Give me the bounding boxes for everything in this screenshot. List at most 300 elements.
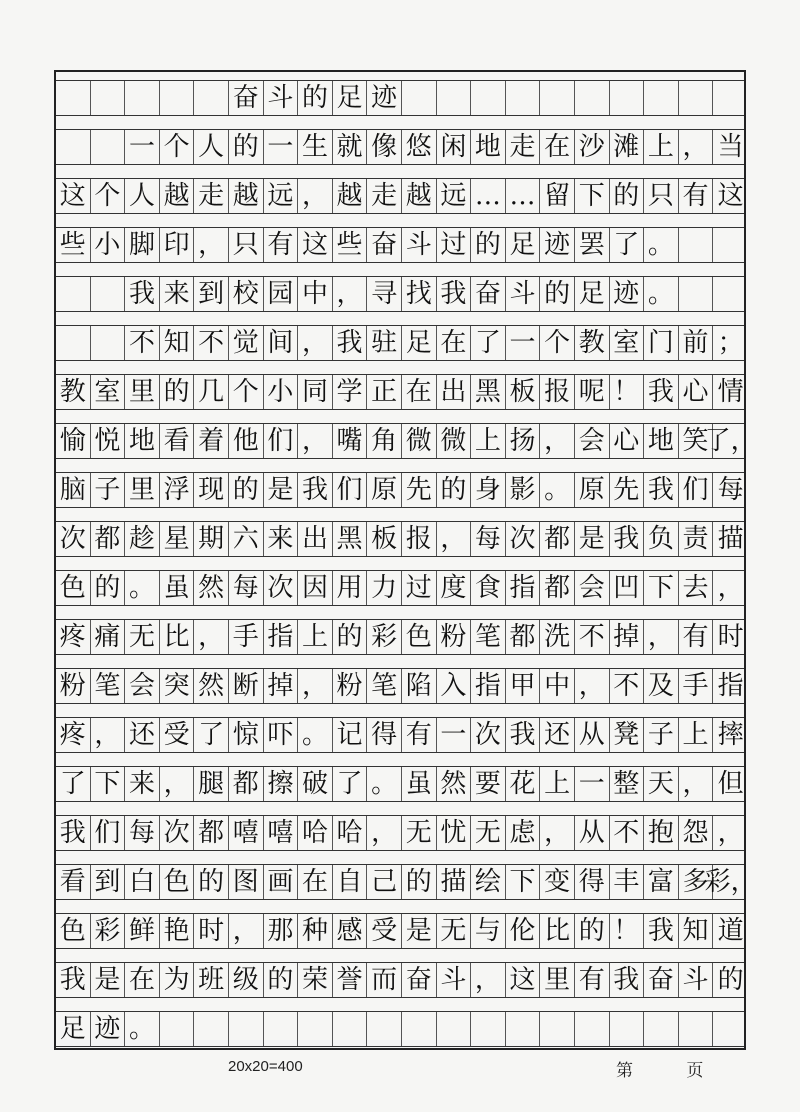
essay-line-row <box>56 374 744 410</box>
grid-cell: 不 <box>125 326 160 360</box>
grid-cell: 而 <box>367 963 402 997</box>
grid-cell: 出 <box>437 375 472 409</box>
grid-cell: 从 <box>575 718 610 752</box>
grid-cell: 时 <box>717 622 744 652</box>
grid-cell: 会 <box>575 571 610 605</box>
grid-cell: 鲜 <box>125 914 160 948</box>
grid-count-label: 20x20=400 <box>228 1058 303 1075</box>
grid-cell: 驻 <box>367 326 402 360</box>
grid-cell: 黑 <box>333 522 368 556</box>
grid-cell: 上 <box>644 130 679 164</box>
grid-cell: 誉 <box>333 963 368 997</box>
grid-cell: 比 <box>540 914 575 948</box>
grid-cell <box>229 1012 264 1046</box>
grid-cell <box>56 81 91 115</box>
grid-cell: 斗 <box>506 277 541 311</box>
grid-cell: 上 <box>679 718 714 752</box>
grid-cell: 奋 <box>644 963 679 997</box>
grid-cell: 腿 <box>194 767 229 801</box>
grid-cell: 到 <box>91 865 126 899</box>
grid-cell: 报 <box>402 522 437 556</box>
grid-cell: 们 <box>91 816 126 850</box>
grid-cell: 的 <box>333 620 368 654</box>
grid-cell <box>194 1012 229 1046</box>
grid-cell: 里 <box>540 963 575 997</box>
grid-cell: ， <box>679 130 714 164</box>
grid-cell: 只 <box>644 179 679 213</box>
grid-cell: 子 <box>91 473 126 507</box>
grid-cell: 的 <box>229 473 264 507</box>
grid-cell: 黑 <box>471 375 506 409</box>
grid-cell: 迹 <box>610 277 645 311</box>
grid-cell: 门 <box>644 326 679 360</box>
grid-cell: 摔 <box>717 720 744 750</box>
grid-cell: 悦 <box>91 424 126 458</box>
grid-cell: 笔 <box>471 620 506 654</box>
grid-cell: 下 <box>644 571 679 605</box>
essay-line-row <box>56 913 744 949</box>
grid-cell: 期 <box>194 522 229 556</box>
essay-line-row <box>56 864 757 900</box>
grid-cell: 都 <box>540 522 575 556</box>
essay-line-row <box>56 325 744 361</box>
grid-cell: 迹 <box>540 228 575 262</box>
grid-cell: 会 <box>575 424 610 458</box>
grid-cell: 都 <box>229 767 264 801</box>
grid-cell <box>506 81 541 115</box>
grid-cell: 受 <box>160 718 195 752</box>
grid-cell: 园 <box>264 277 299 311</box>
essay-line-row <box>56 815 744 851</box>
grid-cell: 入 <box>437 669 472 703</box>
grid-cell: 每 <box>125 816 160 850</box>
grid-cell: 不 <box>194 326 229 360</box>
essay-line-row <box>56 619 744 655</box>
grid-cell: 凳 <box>610 718 645 752</box>
grid-cell: 知 <box>679 914 714 948</box>
grid-cell: 原 <box>367 473 402 507</box>
grid-cell: 的 <box>471 228 506 262</box>
grid-cell: 下 <box>575 179 610 213</box>
grid-cell: 个 <box>91 179 126 213</box>
grid-cell: 无 <box>471 816 506 850</box>
grid-cell: 远 <box>437 179 472 213</box>
grid-cell: 星 <box>160 522 195 556</box>
grid-cell: 白 <box>125 865 160 899</box>
essay-line-row <box>56 472 744 508</box>
grid-cell: 了， <box>704 426 757 456</box>
grid-cell: ， <box>437 522 472 556</box>
grid-cell: 虽 <box>160 571 195 605</box>
grid-cell: 学 <box>333 375 368 409</box>
grid-cell: 色 <box>56 571 91 605</box>
grid-cell: 角 <box>367 424 402 458</box>
grid-cell: 迹 <box>367 81 402 115</box>
grid-cell: 室 <box>91 375 126 409</box>
grid-cell <box>471 81 506 115</box>
grid-cell: 这 <box>506 963 541 997</box>
grid-cell <box>644 1012 679 1046</box>
grid-cell: 先 <box>402 473 437 507</box>
grid-cell: 不 <box>610 816 645 850</box>
grid-cell: 走 <box>367 179 402 213</box>
grid-cell: 负 <box>644 522 679 556</box>
grid-cell: ， <box>644 620 679 654</box>
grid-cell: 擦 <box>264 767 299 801</box>
grid-cell: 有 <box>679 620 714 654</box>
grid-cell: 是 <box>264 473 299 507</box>
grid-cell: 道 <box>717 916 744 946</box>
grid-cell: 来 <box>160 277 195 311</box>
grid-cell: 足 <box>402 326 437 360</box>
grid-cell: 先 <box>610 473 645 507</box>
grid-cell <box>56 130 91 164</box>
grid-cell: 感 <box>333 914 368 948</box>
grid-cell: 笔 <box>367 669 402 703</box>
grid-cell: 然 <box>194 571 229 605</box>
grid-cell: 个 <box>160 130 195 164</box>
grid-cell: 因 <box>298 571 333 605</box>
grid-cell: 级 <box>229 963 264 997</box>
grid-cell: 我 <box>56 816 91 850</box>
grid-cell: 都 <box>506 620 541 654</box>
grid-cell: 看 <box>56 865 91 899</box>
grid-cell: 的 <box>298 81 333 115</box>
grid-cell: 粉 <box>437 620 472 654</box>
grid-cell: 无 <box>402 816 437 850</box>
grid-cell: ！ <box>610 375 645 409</box>
grid-cell: 受 <box>367 914 402 948</box>
grid-cell: 有 <box>679 179 714 213</box>
grid-cell <box>506 1012 541 1046</box>
grid-cell: 力 <box>367 571 402 605</box>
grid-cell: 身 <box>471 473 506 507</box>
essay-line-row <box>56 717 744 753</box>
grid-cell: 前 <box>679 326 714 360</box>
grid-cell: 足 <box>56 1012 91 1046</box>
grid-cell: 甲 <box>506 669 541 703</box>
grid-cell: ， <box>679 767 714 801</box>
grid-cell <box>367 1012 402 1046</box>
grid-cell: ； <box>717 328 744 358</box>
grid-cell: 的 <box>610 179 645 213</box>
grid-cell: 在 <box>402 375 437 409</box>
grid-cell: 虑 <box>506 816 541 850</box>
grid-cell: 斗 <box>679 963 714 997</box>
grid-cell: 一 <box>264 130 299 164</box>
grid-cell: 怨 <box>679 816 714 850</box>
grid-cell <box>471 1012 506 1046</box>
grid-cell: 与 <box>471 914 506 948</box>
grid-cell: 还 <box>540 718 575 752</box>
grid-cell: ， <box>298 179 333 213</box>
grid-cell: 些 <box>333 228 368 262</box>
grid-cell: 过 <box>437 228 472 262</box>
grid-cell: 花 <box>506 767 541 801</box>
grid-cell: 的 <box>402 865 437 899</box>
grid-cell: 教 <box>56 375 91 409</box>
grid-cell <box>679 228 714 262</box>
grid-cell: 微 <box>402 424 437 458</box>
grid-cell: ， <box>575 669 610 703</box>
grid-cell: 要 <box>471 767 506 801</box>
grid-cell: 了 <box>333 767 368 801</box>
grid-cell: 手 <box>229 620 264 654</box>
grid-cell: 洗 <box>540 620 575 654</box>
grid-cell: 描 <box>717 524 744 554</box>
grid-cell: 。 <box>125 1012 160 1046</box>
grid-cell: 在 <box>298 865 333 899</box>
grid-cell: 天 <box>644 767 679 801</box>
grid-cell: 的 <box>91 571 126 605</box>
grid-cell: 中 <box>540 669 575 703</box>
grid-cell: ， <box>471 963 506 997</box>
grid-cell: 我 <box>56 963 91 997</box>
grid-cell: 这 <box>56 179 91 213</box>
grid-cell: 人 <box>125 179 160 213</box>
grid-cell: 些 <box>56 228 91 262</box>
grid-cell <box>644 81 679 115</box>
grid-cell: 然 <box>194 669 229 703</box>
grid-cell: 的 <box>575 914 610 948</box>
grid-cell: 呢 <box>575 375 610 409</box>
grid-cell: 地 <box>471 130 506 164</box>
grid-cell: 但 <box>717 769 744 799</box>
grid-cell: 足 <box>506 228 541 262</box>
grid-cell: 色 <box>160 865 195 899</box>
grid-cell: 粉 <box>333 669 368 703</box>
grid-cell <box>91 130 126 164</box>
grid-cell: 得 <box>575 865 610 899</box>
grid-cell: 。 <box>644 277 679 311</box>
grid-cell: 每 <box>717 475 744 505</box>
grid-cell: 斗 <box>437 963 472 997</box>
grid-cell: 伦 <box>506 914 541 948</box>
grid-cell: 我 <box>437 277 472 311</box>
grid-cell: 为 <box>160 963 195 997</box>
page-number-label: 第 页 <box>616 1061 704 1081</box>
grid-cell: 一 <box>506 326 541 360</box>
grid-cell: 地 <box>644 424 679 458</box>
grid-cell: 上 <box>471 424 506 458</box>
grid-cell: 子 <box>644 718 679 752</box>
grid-cell: 下 <box>91 767 126 801</box>
grid-cell: 印 <box>160 228 195 262</box>
grid-cell: 来 <box>125 767 160 801</box>
grid-cell: 次 <box>471 718 506 752</box>
grid-cell: 是 <box>575 522 610 556</box>
grid-cell: 然 <box>437 767 472 801</box>
grid-cell: 愉 <box>56 424 91 458</box>
grid-cell: 人 <box>194 130 229 164</box>
essay-line-row <box>56 521 744 557</box>
grid-cell: 下 <box>506 865 541 899</box>
grid-cell: 知 <box>160 326 195 360</box>
grid-cell: 情 <box>717 377 744 407</box>
grid-cell: 脚 <box>125 228 160 262</box>
grid-cell: 从 <box>575 816 610 850</box>
grid-cell: 脑 <box>56 473 91 507</box>
grid-cell <box>575 1012 610 1046</box>
grid-cell: 罢 <box>575 228 610 262</box>
grid-cell: 上 <box>298 620 333 654</box>
grid-cell: 间 <box>264 326 299 360</box>
grid-cell: 时 <box>194 914 229 948</box>
grid-cell: 那 <box>264 914 299 948</box>
grid-cell: 来 <box>264 522 299 556</box>
grid-cell: 无 <box>437 914 472 948</box>
grid-cell <box>575 81 610 115</box>
grid-cell: ， <box>717 573 744 603</box>
manuscript-grid <box>54 70 757 1050</box>
grid-cell: 同 <box>298 375 333 409</box>
grid-cell: 多 <box>679 865 714 899</box>
grid-cell: 找 <box>402 277 437 311</box>
grid-cell: 班 <box>194 963 229 997</box>
grid-cell: 记 <box>333 718 368 752</box>
grid-cell: 我 <box>506 718 541 752</box>
grid-cell <box>610 1012 645 1046</box>
grid-cell <box>540 1012 575 1046</box>
grid-cell: 闲 <box>437 130 472 164</box>
grid-cell <box>402 81 437 115</box>
grid-cell: 我 <box>125 277 160 311</box>
grid-cell: ， <box>333 277 368 311</box>
grid-cell: 着 <box>194 424 229 458</box>
grid-cell: 及 <box>644 669 679 703</box>
grid-cell: 的 <box>437 473 472 507</box>
grid-cell: 断 <box>229 669 264 703</box>
grid-cell: 绘 <box>471 865 506 899</box>
grid-cell: 个 <box>229 375 264 409</box>
grid-cell: 一 <box>125 130 160 164</box>
grid-cell: 浮 <box>160 473 195 507</box>
grid-cell <box>437 81 472 115</box>
grid-cell: 足 <box>575 277 610 311</box>
grid-cell: ， <box>298 669 333 703</box>
grid-cell: 滩 <box>610 130 645 164</box>
grid-cell: 指 <box>717 671 744 701</box>
grid-cell: 彩， <box>704 867 757 897</box>
grid-cell: 远 <box>264 179 299 213</box>
grid-cell: 嘻 <box>229 816 264 850</box>
grid-cell: 们 <box>264 424 299 458</box>
grid-cell: 心 <box>679 375 714 409</box>
grid-cell: 彩 <box>91 914 126 948</box>
grid-cell: 教 <box>575 326 610 360</box>
grid-cell: 地 <box>125 424 160 458</box>
essay-line-row <box>56 178 744 214</box>
grid-cell: 了 <box>610 228 645 262</box>
grid-cell: 无 <box>125 620 160 654</box>
grid-cell: 沙 <box>575 130 610 164</box>
grid-cell: 了 <box>56 767 91 801</box>
grid-cell: 哈 <box>298 816 333 850</box>
grid-cell: 惊 <box>229 718 264 752</box>
grid-cell: 次 <box>56 522 91 556</box>
grid-cell: 不 <box>610 669 645 703</box>
grid-cell: 种 <box>298 914 333 948</box>
grid-cell <box>56 277 91 311</box>
grid-cell: 走 <box>506 130 541 164</box>
grid-cell: 还 <box>125 718 160 752</box>
grid-cell: 的 <box>194 865 229 899</box>
grid-cell: 足 <box>333 81 368 115</box>
grid-cell: 去 <box>679 571 714 605</box>
grid-cell: 就 <box>333 130 368 164</box>
grid-cell: 奋 <box>402 963 437 997</box>
essay-title-row <box>56 80 744 116</box>
grid-cell: 在 <box>437 326 472 360</box>
grid-cell: 的 <box>540 277 575 311</box>
grid-cell: 描 <box>437 865 472 899</box>
grid-cell: 彩 <box>367 620 402 654</box>
grid-cell: 嘻 <box>264 816 299 850</box>
grid-cell: … <box>471 179 506 213</box>
grid-cell: 的 <box>160 375 195 409</box>
grid-cell: 小 <box>91 228 126 262</box>
grid-cell: 不 <box>575 620 610 654</box>
grid-cell: 色 <box>56 914 91 948</box>
grid-cell <box>298 1012 333 1046</box>
grid-cell: ， <box>160 767 195 801</box>
grid-cell <box>91 277 126 311</box>
grid-cell <box>125 81 160 115</box>
grid-cell <box>56 326 91 360</box>
grid-cell <box>437 1012 472 1046</box>
grid-cell: 觉 <box>229 326 264 360</box>
grid-cell: 比 <box>160 620 195 654</box>
grid-cell: 都 <box>91 522 126 556</box>
grid-cell: 们 <box>333 473 368 507</box>
essay-line-row <box>56 962 744 998</box>
grid-cell: 室 <box>610 326 645 360</box>
grid-cell: 有 <box>264 228 299 262</box>
grid-cell: 手 <box>679 669 714 703</box>
grid-cell: 们 <box>679 473 714 507</box>
grid-cell: 变 <box>540 865 575 899</box>
grid-cell: ， <box>298 326 333 360</box>
grid-cell <box>194 81 229 115</box>
grid-cell: 都 <box>194 816 229 850</box>
grid-cell: 走 <box>194 179 229 213</box>
grid-cell: 板 <box>506 375 541 409</box>
grid-cell: 忧 <box>437 816 472 850</box>
grid-cell: 里 <box>125 473 160 507</box>
grid-cell: 。 <box>540 473 575 507</box>
grid-cell: ， <box>540 816 575 850</box>
grid-cell: 我 <box>610 522 645 556</box>
grid-cell <box>713 81 748 115</box>
grid-cell: 正 <box>367 375 402 409</box>
grid-cell: 几 <box>194 375 229 409</box>
grid-cell: 每 <box>229 571 264 605</box>
grid-cell: 这 <box>298 228 333 262</box>
grid-cell: 越 <box>229 179 264 213</box>
grid-cell <box>713 277 748 311</box>
grid-cell: ， <box>91 718 126 752</box>
grid-cell: 越 <box>160 179 195 213</box>
grid-cell: 会 <box>125 669 160 703</box>
grid-cell: ， <box>717 818 744 848</box>
grid-cell: 心 <box>610 424 645 458</box>
grid-cell <box>610 81 645 115</box>
grid-cell: 凹 <box>610 571 645 605</box>
grid-cell: 当 <box>717 132 744 162</box>
grid-cell: ， <box>194 228 229 262</box>
grid-cell: 像 <box>367 130 402 164</box>
grid-cell: 现 <box>194 473 229 507</box>
